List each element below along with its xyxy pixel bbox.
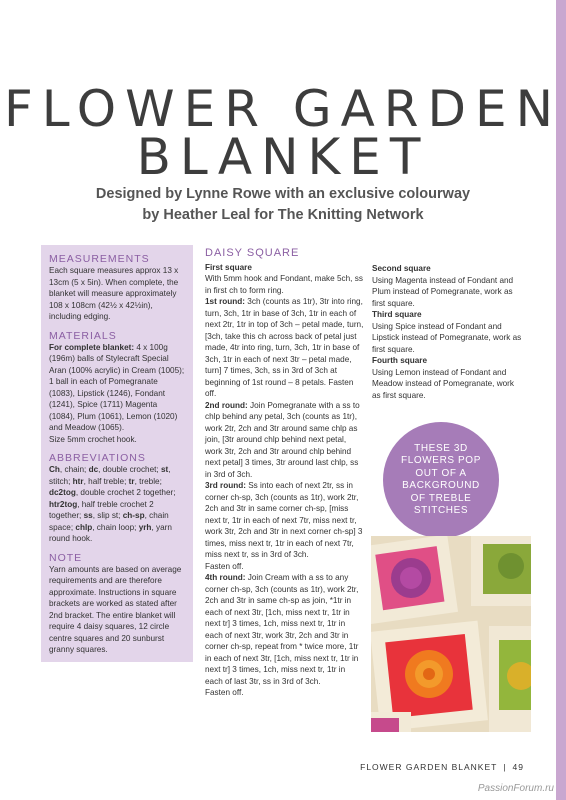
other-squares-column [372, 263, 522, 401]
note-text: Yarn amounts are based on average requirements and are therefore approximate. Instructions in square brackets are worked as stated after 2nd bracket. The entire blanket will require 4 daisy squares, 12 circle centre squares and 20 sunburst granny squares. [49, 564, 182, 654]
second-square-text: Using Magenta instead of Fondant and Plum instead of Pomegranate, work as first square. [372, 275, 514, 308]
round-1-text: 3ch (counts as 1tr), 3tr into ring, turn, 3ch, 1tr in base of 3ch, 1tr in each of next 2tr, 1tr in top of 3ch – petal made, turn, [3ch, take this ch across back of petal just made, 4tr into ring, turn, 3ch, 1tr in base of 3ch, 1tr in each of next 3tr – petal made, turn] 7 times, 3ch, ss in 3rd of 3ch at beginning of 1st round – 8 petals. Fasten off. [205, 297, 364, 398]
hook-size: Size 5mm crochet hook. [49, 434, 137, 444]
abbr-key: tr [128, 476, 135, 486]
round-2-text: Join Pomegranate with a ss to chlp behind any petal, 3ch (counts as 1tr), work 2tr, 2ch and 3tr around same chlp as join, [3tr around chlp behind next petal, work 3tr, 2ch and 3tr around chlp behind next petal] 3 times, 3tr around last chlp, ss in 3rd of 3ch. [205, 400, 360, 479]
abbr-key: st [160, 465, 169, 474]
materials-body: 4 x 100g (196m) balls of Stylecraft Special Aran (100% acrylic) in Cream (1005); 1 ball in each of Pomegranate (1083), Lipstick (1246), Fondant (1241), Spice (1711) Magenta (1084), Plum (1061), Lemon (1020) and Meadow (1065). [49, 342, 185, 432]
page-title-line1: FLOWER GARDEN [3, 80, 563, 138]
abbr-value: , chain loop; [92, 522, 139, 532]
abbr-key: Ch [49, 465, 60, 474]
blanket-photo-art [371, 536, 531, 732]
watermark: PassionForum.ru [477, 783, 554, 794]
callout-text: THESE 3D FLOWERS POP OUT OF A BACKGROUND OF TREBLE STITCHES [401, 442, 481, 516]
second-square-heading: Second square [372, 264, 431, 273]
round-2 [205, 400, 365, 481]
abbreviations-text [49, 464, 185, 545]
callout-circle [383, 422, 499, 538]
page-footer [360, 762, 524, 772]
daisy-intro: With 5mm hook and Fondant, make 5ch, ss in first ch to form ring. [205, 274, 363, 295]
abbr-value: , double crochet 2 together; [75, 488, 176, 497]
round-3-end: Fasten off. [205, 561, 244, 571]
fourth-square-text: Using Lemon instead of Fondant and Meadow instead of Pomegranate, work as first square. [372, 367, 514, 400]
round-2-label: 2nd round: [205, 400, 248, 410]
page-number: 49 [512, 762, 524, 772]
measurements-heading: MEASUREMENTS [49, 253, 150, 265]
abbr-key: ch-sp [122, 511, 145, 520]
round-1-label: 1st round: [205, 297, 246, 306]
subtitle [0, 184, 566, 226]
round-4-label: 4th round: [205, 573, 246, 582]
blanket-photo [371, 536, 531, 732]
round-1 [205, 296, 365, 400]
abbr-value: , half treble crochet 2 together; [49, 499, 154, 520]
footer-separator: | [503, 762, 507, 772]
daisy-heading: DAISY SQUARE [205, 247, 300, 259]
abbr-key: yrh [138, 522, 152, 532]
abbreviations-heading: ABBREVIATIONS [49, 452, 146, 464]
abbr-value: , treble; [134, 476, 162, 486]
abbr-key: dc2tog [49, 488, 76, 497]
abbr-value: , slip st; [92, 511, 123, 520]
measurements-text: Each square measures approx 13 x 13cm (5 x 5in). When complete, the blanket will measure approximately 108 x 108cm (42½ x 42½in), including edging. [49, 266, 179, 321]
materials-bold: For complete blanket: [49, 342, 135, 352]
daisy-square-column [205, 248, 365, 699]
abbr-key: htr [72, 476, 84, 486]
note-heading: NOTE [49, 551, 83, 564]
page-title-line2: BLANKET [136, 128, 430, 186]
abbr-value: , stitch; [49, 465, 171, 486]
round-4-end: Fasten off. [205, 688, 244, 697]
first-square-heading: First square [205, 262, 252, 272]
abbr-value: , chain space; [49, 511, 169, 532]
abbr-key: htr2tog [49, 499, 78, 509]
round-4-text: Join Cream with a ss to any corner ch-sp, 3ch (counts as 1tr), work 2tr, 2ch and 3tr in same ch-sp as join, *1tr in each of next 3tr, [1ch, miss next tr, 1tr in next tr] 3 times, 1ch, miss next tr, 1tr in each of next 3tr, work 3tr, 2ch and 3tr in corner ch-sp, repeat from * twice more, 1tr in each of next 3tr, [1ch, miss next tr, 1tr in next tr] 3 times, 1ch, miss next tr, 1tr in each of last 3tr, ss in 3rd of 3ch. [205, 573, 359, 686]
abbr-key: dc [88, 465, 99, 474]
abbr-value: , half treble; [83, 476, 129, 486]
materials-text [49, 342, 185, 446]
abbr-value: , double crochet; [98, 465, 161, 474]
abbr-key: ss [83, 511, 93, 520]
third-square-text: Using Spice instead of Fondant and Lipstick instead of Pomegranate, work as first square. [372, 321, 522, 354]
fourth-square-heading: Fourth square [372, 356, 428, 365]
abbr-value: , chain; [59, 465, 89, 474]
footer-title: FLOWER GARDEN BLANKET [360, 762, 498, 772]
third-square-heading: Third square [372, 310, 422, 319]
subtitle-line1: Designed by Lynne Rowe with an exclusive colourway [95, 186, 471, 202]
abbr-value: , yarn round hook. [49, 522, 172, 543]
info-sidebar [41, 245, 193, 662]
round-3 [205, 480, 365, 561]
materials-heading: MATERIALS [49, 329, 117, 342]
round-3-text: Ss into each of next 2tr, ss in corner ch-sp, 3ch (counts as 1tr), work 2tr, 2ch and 3tr in same corner ch-sp, [miss next tr, 1tr in each of next 7tr, miss next tr, work 3tr, 2ch and 3tr in next corner ch-sp] 3 times, miss next tr, 1tr in each of next 7tr, miss next tr, ss in 3rd of 3ch. [205, 481, 363, 559]
subtitle-line2: by Heather Leal for The Knitting Network [142, 207, 424, 223]
round-4 [205, 572, 365, 687]
abbr-key: chlp [75, 522, 93, 532]
round-3-label: 3rd round: [205, 481, 246, 490]
